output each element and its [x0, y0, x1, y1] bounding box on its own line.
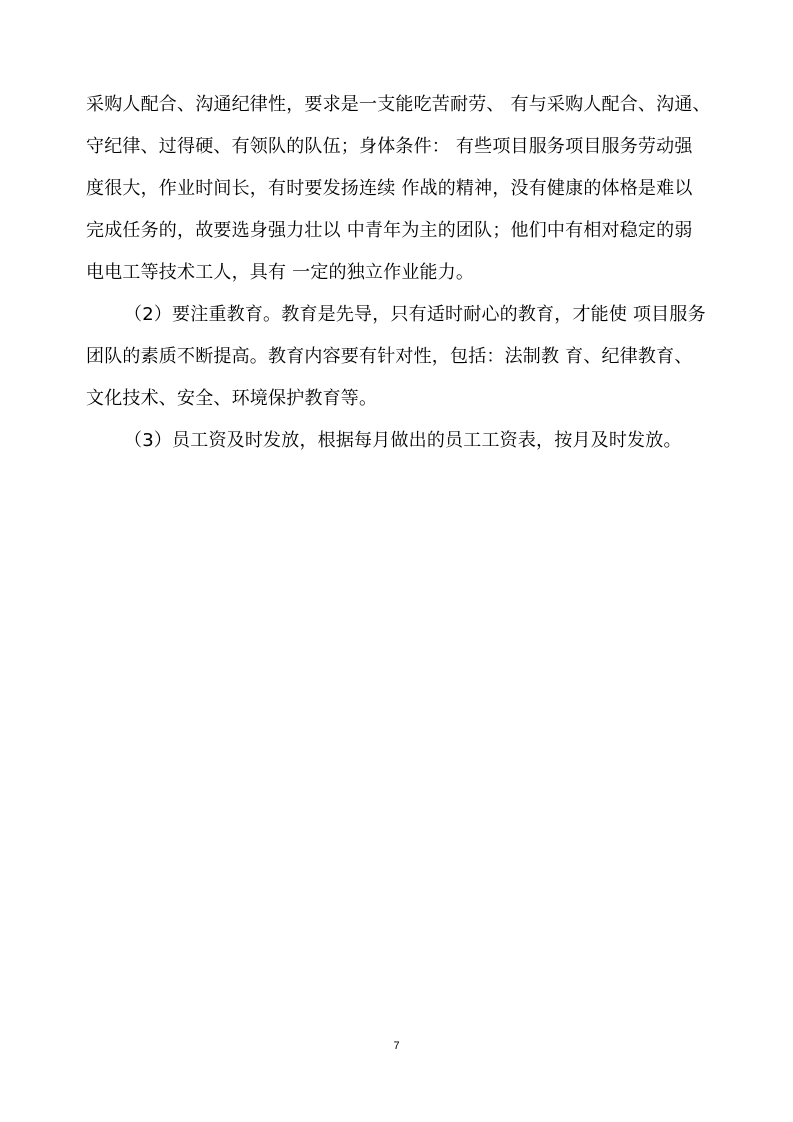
paragraph-2-line-3: 文化技术、安全、环境保护教育等。: [86, 388, 378, 409]
paragraph-1-line-4: 完成任务的，故要选身强力壮以 中青年为主的团队；他们中有相对稳定的弱: [86, 220, 693, 241]
page-number: 7: [393, 1040, 400, 1052]
paragraph-1-line-3: 度很大，作业时间长，有时要发扬连续 作战的精神，没有健康的体格是难以: [86, 178, 693, 199]
paragraph-3-line-1: （3）员工资及时发放，根据每月做出的员工工资表，按月及时发放。: [124, 430, 682, 451]
body-text: [86, 84, 716, 462]
paragraph-1-line-2: 守纪律、过得硬、有领队的队伍；身体条件： 有些项目服务项目服务劳动强: [86, 136, 693, 157]
paragraph-2-line-2: 团队的素质不断提高。教育内容要有针对性，包括：法制教 育、纪律教育、: [86, 346, 693, 367]
paragraph-1-line-1: 采购人配合、沟通纪律性，要求是一支能吃苦耐劳、 有与采购人配合、沟通、: [86, 94, 711, 115]
paragraph-2-line-1: （2）要注重教育。教育是先导，只有适时耐心的教育，才能使 项目服务: [124, 304, 706, 325]
paragraph-1-line-5: 电电工等技术工人，具有 一定的独立作业能力。: [86, 262, 475, 283]
